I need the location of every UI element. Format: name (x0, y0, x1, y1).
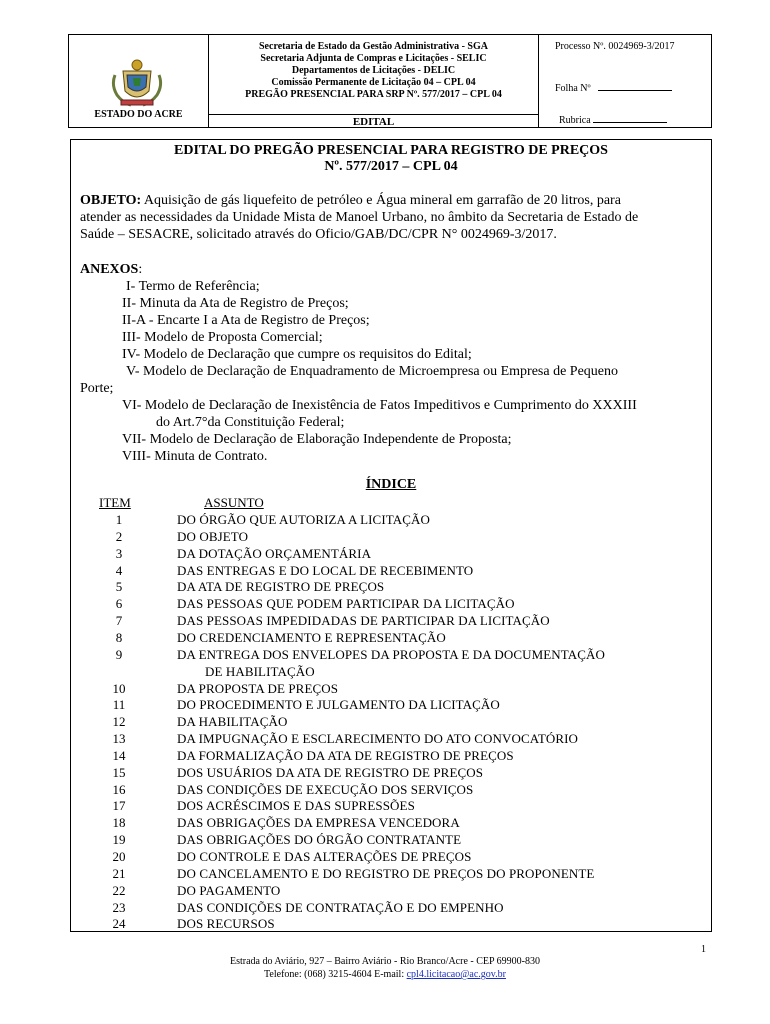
org-line: Comissão Permanente de Licitação 04 – CPL 04 (271, 77, 476, 88)
edital-label: EDITAL (209, 114, 538, 129)
index-item-subject: DA ATA DE REGISTRO DE PREÇOS (177, 579, 385, 595)
document-subtitle: Nº. 577/2017 – CPL 04 (324, 159, 458, 174)
index-item-number: 13 (112, 731, 126, 747)
index-item-number: 20 (112, 849, 126, 864)
index-item-subject: DA IMPUGNAÇÃO E ESCLARECIMENTO DO ATO CONVOCATÓRIO (177, 731, 579, 747)
anexo-item: III- Modelo de Proposta Comercial; (122, 330, 323, 345)
index-item-subject: DA HABILITAÇÃO (177, 714, 288, 730)
index-item-subject: DAS OBRIGAÇÕES DO ÓRGÃO CONTRATANTE (177, 832, 462, 848)
index-item-subject: DAS PESSOAS IMPEDIDADAS DE PARTICIPAR DA LICITAÇÃO (177, 613, 550, 629)
index-item-subject: DO OBJETO (177, 528, 249, 544)
index-item-number: 3 (115, 545, 123, 561)
page-number: 1 (701, 944, 706, 955)
footer-address: Estrada do Aviário, 927 – Bairro Aviário - Rio Branco/Acre - CEP 69900-830 (229, 956, 541, 967)
org-line: Secretaria Adjunta de Compras e Licitações - SELIC (260, 53, 487, 64)
anexo-item: VIII- Minuta de Contrato. (122, 449, 268, 464)
header-org-cell (209, 35, 539, 127)
index-item-subject: DOS RECURSOS (177, 916, 275, 932)
anexo-item: VII- Modelo de Declaração de Elaboração Independente de Proposta; (122, 432, 512, 447)
index-item-number: 14 (112, 747, 126, 763)
index-item-number: 6 (115, 596, 123, 612)
anexo-item: I- Termo de Referência; (126, 279, 260, 294)
index-item-number: 11 (112, 697, 126, 713)
index-item-number: 5 (115, 579, 123, 595)
index-item-number: 4 (115, 562, 123, 578)
index-item-number: 7 (115, 613, 123, 629)
index-item-subject: DO PROCEDIMENTO E JULGAMENTO DA LICITAÇÃO (177, 697, 500, 713)
index-item-subject: DAS PESSOAS QUE PODEM PARTICIPAR DA LICITAÇÃO (177, 596, 515, 612)
index-item-number: 12 (112, 714, 126, 730)
index-item-subject: DO CANCELAMENTO E DO REGISTRO DE PREÇOS DO PROPONENTE (177, 865, 595, 881)
index-item-number: 16 (112, 781, 126, 797)
col-assunto-header: ASSUNTO (204, 495, 264, 510)
anexo-item: II- Minuta da Ata de Registro de Preços; (122, 296, 349, 311)
index-item-number: 23 (112, 899, 126, 915)
index-item-number: 10 (112, 680, 126, 696)
index-item-subject: DAS ENTREGAS E DO LOCAL DE RECEBIMENTO (177, 562, 474, 578)
org-line: Departamentos de Licitações - DELIC (291, 65, 456, 76)
objeto-paragraph: OBJETO: Aquisição de gás liquefeito de petróleo e Água mineral em garrafão de 20 litros, para (80, 193, 621, 208)
org-line: Secretaria de Estado da Gestão Administrativa - SGA (259, 41, 488, 52)
org-line: PREGÃO PRESENCIAL PARA SRP Nº. 577/2017 – CPL 04 (245, 89, 502, 100)
header-logo-cell (69, 35, 209, 127)
index-item-subject: DO ÓRGÃO QUE AUTORIZA A LICITAÇÃO (177, 512, 430, 527)
anexo-item: VI- Modelo de Declaração de Inexistência de Fatos Impeditivos e Cumprimento do XXXIII (122, 398, 637, 413)
index-item-number: 19 (112, 832, 126, 848)
document-header (68, 34, 712, 128)
index-item-subject: DA ENTREGA DOS ENVELOPES DA PROPOSTA E DA DOCUMENTAÇÃO (177, 646, 606, 662)
col-item-header: ITEM (99, 495, 131, 510)
index-item-subject: DOS USUÁRIOS DA ATA DE REGISTRO DE PREÇOS (177, 764, 484, 780)
document-title: EDITAL DO PREGÃO PRESENCIAL PARA REGISTRO DE PREÇOS (174, 143, 608, 158)
index-item-number: 21 (112, 865, 126, 881)
org-lines (209, 41, 538, 101)
state-crest-icon (109, 53, 165, 113)
anexo-item-cont: do Art.7°da Constituição Federal; (156, 415, 345, 430)
index-item-subject: DAS OBRIGAÇÕES DA EMPRESA VENCEDORA (177, 815, 460, 831)
objeto-line: Saúde – SESACRE, solicitado através do Oficio/GAB/DC/CPR N° 0024969-3/2017. (80, 227, 557, 242)
anexo-item: IV- Modelo de Declaração que cumpre os requisitos do Edital; (122, 347, 472, 362)
index-item-number: 17 (112, 798, 126, 814)
index-item-subject: DE HABILITAÇÃO (205, 663, 315, 679)
indice-title: ÍNDICE (365, 477, 417, 492)
footer-contact: Telefone: (068) 3215-4604 E-mail: cpl4.licitacao@ac.gov.br (264, 969, 506, 980)
state-label: ESTADO DO ACRE (94, 109, 183, 120)
index-item-subject: DAS CONDIÇÕES DE EXECUÇÃO DOS SERVIÇOS (177, 781, 474, 797)
index-item-number: 22 (112, 882, 126, 898)
rubrica-field: Rubrica (559, 113, 667, 126)
index-item-number: 1 (115, 512, 123, 527)
index-item-number: 18 (112, 815, 126, 831)
folha-field: Folha Nº (555, 81, 672, 94)
index-item-number: 9 (115, 646, 123, 662)
index-item-subject: DOS ACRÉSCIMOS E DAS SUPRESSÕES (177, 798, 415, 814)
objeto-line: atender as necessidades da Unidade Mista de Manoel Urbano, no âmbito da Secretaria de Estado de (80, 210, 639, 225)
anexo-item: V- Modelo de Declaração de Enquadramento de Microempresa ou Empresa de Pequeno (126, 364, 619, 379)
edital-body (70, 139, 712, 932)
objeto-label: OBJETO: (80, 193, 142, 208)
index-item-subject: DAS CONDIÇÕES DE CONTRATAÇÃO E DO EMPENHO (177, 899, 504, 915)
index-item-subject: DA PROPOSTA DE PREÇOS (177, 680, 339, 696)
email-link[interactable]: cpl4.licitacao@ac.gov.br (406, 969, 506, 980)
index-item-subject: DO CREDENCIAMENTO E REPRESENTAÇÃO (177, 629, 446, 645)
index-item-number: 15 (112, 764, 126, 780)
anexo-item-cont: Porte; (80, 381, 114, 396)
index-item-number: 24 (112, 916, 126, 932)
index-item-subject: DA FORMALIZAÇÃO DA ATA DE REGISTRO DE PREÇOS (177, 747, 514, 763)
header-process-cell (539, 35, 711, 127)
index-item-subject: DO CONTROLE E DAS ALTERAÇÕES DE PREÇOS (177, 849, 472, 864)
index-item-number: 8 (115, 629, 123, 645)
index-item-subject: DA DOTAÇÃO ORÇAMENTÁRIA (177, 545, 372, 561)
index-item-subject: DO PAGAMENTO (177, 882, 281, 898)
index-item-number: 2 (115, 528, 123, 544)
anexos-heading: ANEXOS: (80, 262, 143, 277)
anexo-item: II-A - Encarte I a Ata de Registro de Preços; (122, 313, 370, 328)
processo-number: Processo Nº. 0024969-3/2017 (555, 41, 675, 52)
